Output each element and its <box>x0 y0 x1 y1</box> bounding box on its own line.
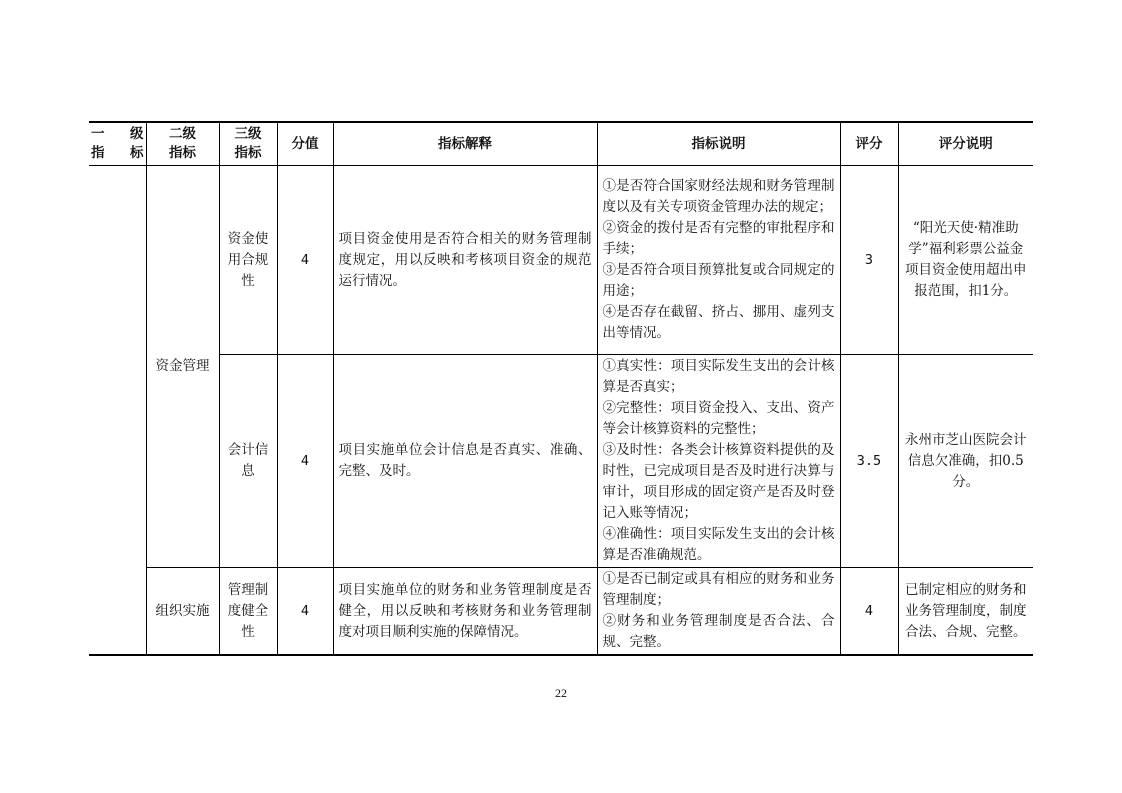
level3-cell: 会计信息 <box>219 355 277 568</box>
header-rating-note: 评分说明 <box>898 122 1033 166</box>
level3-cell: 资金使用合规性 <box>219 166 277 355</box>
description-item: ④准确性：项目实际发生支出的会计核算是否准确规范。 <box>602 526 835 563</box>
header-level2 <box>146 122 219 166</box>
description-item: ①是否符合国家财经法规和财务管理制度以及有关专项资金管理办法的规定； <box>602 178 835 215</box>
rating-note-cell: “阳光天使·精准助学”福利彩票公益金项目资金使用超出申报范围，扣1分。 <box>898 166 1033 355</box>
header-row <box>89 122 1033 166</box>
header-description: 指标说明 <box>597 122 840 166</box>
header-level3-line1: 三级 <box>234 126 262 142</box>
header-level1-line1: 一 级 <box>91 126 144 142</box>
header-explanation: 指标解释 <box>333 122 597 166</box>
header-level1-line2: 指标 <box>91 145 144 161</box>
description-item: ③是否符合项目预算批复或合同规定的用途； <box>602 262 835 299</box>
level3-cell: 管理制度健全性 <box>219 568 277 656</box>
description-item: ①真实性：项目实际发生支出的会计核算是否真实； <box>602 358 835 395</box>
level2-cell: 资金管理 <box>146 166 219 568</box>
header-level2-line1: 二级 <box>169 126 196 142</box>
score-value-cell: 4 <box>277 355 333 568</box>
rating-cell: 3 <box>840 166 898 355</box>
rating-cell: 4 <box>840 568 898 656</box>
description-cell <box>597 355 840 568</box>
header-level2-line2: 指标 <box>169 145 196 161</box>
rating-cell: 3.5 <box>840 355 898 568</box>
explanation-cell: 项目资金使用是否符合相关的财务管理制度规定，用以反映和考核项目资金的规范运行情况。 <box>333 166 597 355</box>
description-item: ②完整性：项目资金投入、支出、资产等会计核算资料的完整性； <box>602 400 835 437</box>
header-level3-line2: 指标 <box>234 145 262 161</box>
table-row <box>89 568 1033 656</box>
description-cell <box>597 166 840 355</box>
header-level1 <box>89 122 146 166</box>
description-item: ④是否存在截留、挤占、挪用、虚列支出等情况。 <box>602 304 835 341</box>
description-item: ①是否已制定或具有相应的财务和业务管理制度； <box>602 571 835 608</box>
evaluation-table <box>89 121 1033 656</box>
explanation-cell: 项目实施单位会计信息是否真实、准确、完整、及时。 <box>333 355 597 568</box>
description-cell <box>597 568 840 656</box>
description-item: ③及时性：各类会计核算资料提供的及时性，已完成项目是否及时进行决算与审计，项目形成的固定资产是否及时登记入账等情况； <box>602 442 835 521</box>
score-value-cell: 4 <box>277 568 333 656</box>
score-value-cell: 4 <box>277 166 333 355</box>
table-row <box>89 166 1033 355</box>
page-number: 22 <box>555 686 567 700</box>
explanation-cell: 项目实施单位的财务和业务管理制度是否健全，用以反映和考核财务和业务管理制度对项目顺利实施的保障情况。 <box>333 568 597 656</box>
level2-cell: 组织实施 <box>146 568 219 656</box>
rating-note-cell: 永州市芝山医院会计信息欠准确，扣0.5分。 <box>898 355 1033 568</box>
header-rating: 评分 <box>840 122 898 166</box>
rating-note-cell: 已制定相应的财务和业务管理制度，制度合法、合规、完整。 <box>898 568 1033 656</box>
header-score-value: 分值 <box>277 122 333 166</box>
level1-cell <box>89 166 146 656</box>
description-item: ②资金的拨付是否有完整的审批程序和手续； <box>602 220 835 257</box>
description-item: ②财务和业务管理制度是否合法、合规、完整。 <box>602 613 835 650</box>
header-level3 <box>219 122 277 166</box>
table-row <box>89 355 1033 568</box>
